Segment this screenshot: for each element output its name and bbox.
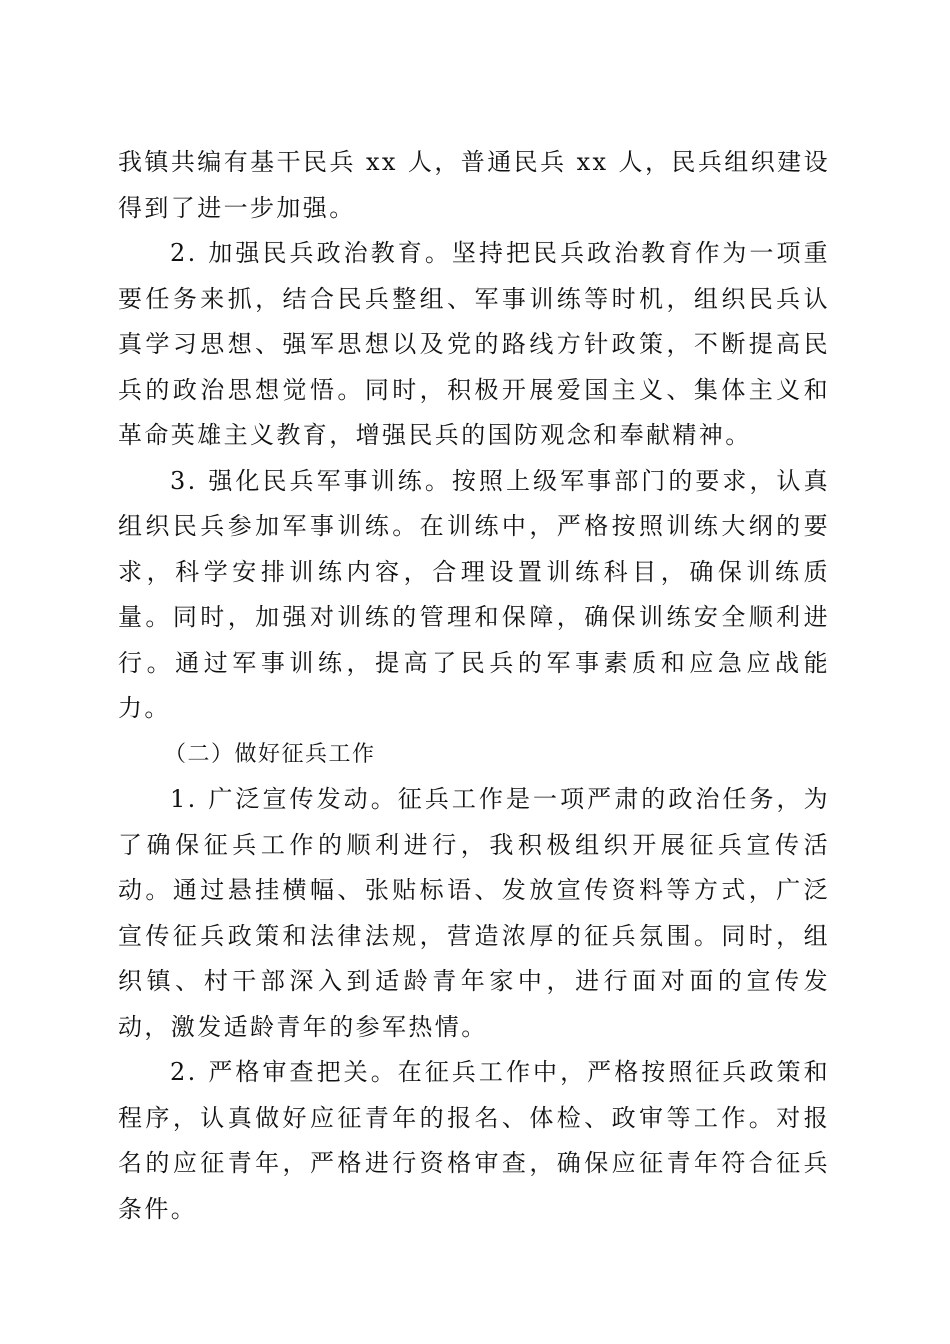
paragraph-publicity-mobilization: 1. 广泛宣传发动。征兵工作是一项严肃的政治任务，为了确保征兵工作的顺利进行，我积极组织开展征兵宣传活动。通过悬挂横幅、张贴标语、发放宣传资料等方式，广泛宣传征兵政策和法律法规，营造浓厚的征兵氛围。同时，组织镇、村干部深入到适龄青年家中，进行面对面的宣传发动，激发适龄青年的参军热情。 [118,785,830,1041]
paragraph-political-education: 2. 加强民兵政治教育。坚持把民兵政治教育作为一项重要任务来抓，结合民兵整组、军事训练等时机，组织民兵认真学习思想、强军思想以及党的路线方针政策，不断提高民兵的政治思想觉悟。同时，积极开展爱国主义、集体主义和革命英雄主义教育，增强民兵的国防观念和奉献精神。 [118,239,830,449]
document-body [118,140,830,1232]
paragraph-militia-organization: 我镇共编有基干民兵 xx 人，普通民兵 xx 人，民兵组织建设得到了进一步加强。 [118,148,830,222]
paragraph-strict-review: 2. 严格审查把关。在征兵工作中，严格按照征兵政策和程序，认真做好应征青年的报名、体检、政审等工作。对报名的应征青年，严格进行资格审查，确保应征青年符合征兵条件。 [118,1058,830,1223]
paragraph-military-training: 3. 强化民兵军事训练。按照上级军事部门的要求，认真组织民兵参加军事训练。在训练中，严格按照训练大纲的要求，科学安排训练内容，合理设置训练科目，确保训练质量。同时，加强对训练的管理和保障，确保训练安全顺利进行。通过军事训练，提高了民兵的军事素质和应急应战能力。 [118,466,830,722]
section-heading-conscription: （二）做好征兵工作 [164,741,376,767]
